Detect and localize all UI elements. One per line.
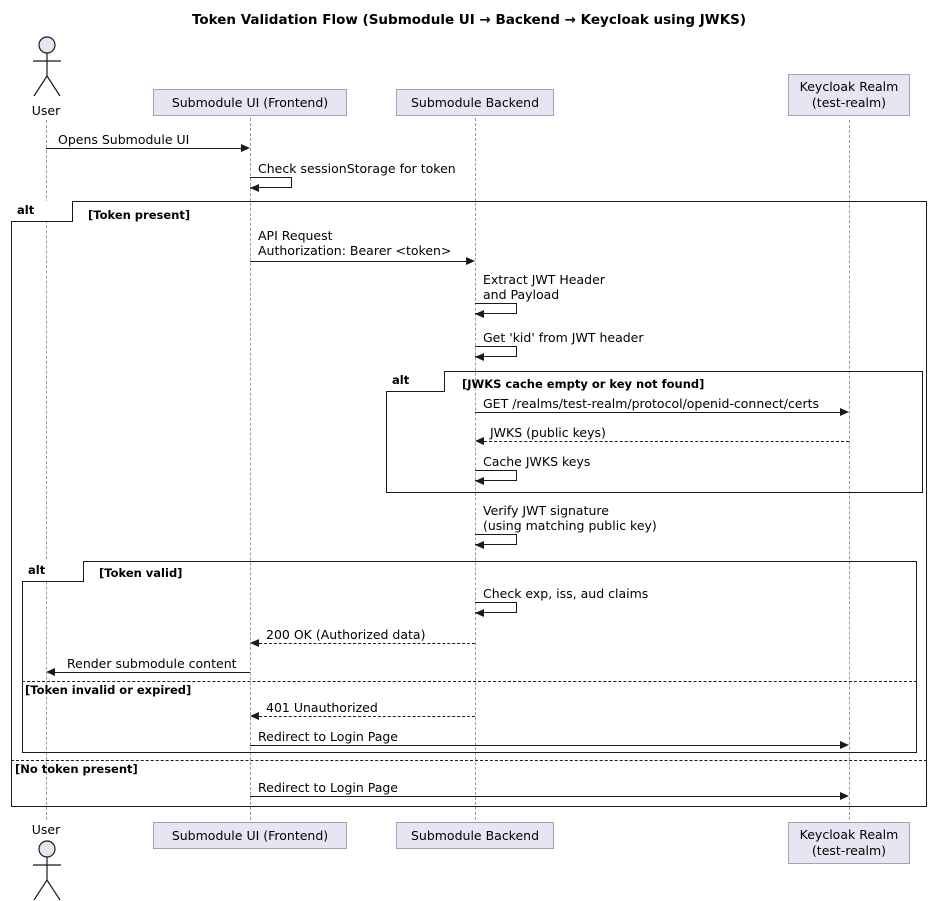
message-label-verify-jwt-line1: Verify JWT signature	[483, 503, 609, 518]
message-label-redirect-login-2: Redirect to Login Page	[258, 780, 399, 795]
fragment-alt-valid-tag	[22, 561, 84, 582]
participant-label-keycloak-bottom-line1: Keycloak Realm	[799, 827, 899, 843]
actor-user-top	[28, 36, 68, 104]
arrow-head-redirect-login-1	[840, 741, 849, 749]
participant-backend-bottom	[396, 822, 554, 849]
fragment-alt-outer-tag	[11, 201, 73, 222]
participant-ui-bottom	[153, 822, 347, 849]
message-label-get-certs: GET /realms/test-realm/protocol/openid-connect/certs	[483, 396, 820, 411]
message-label-jwks-public-keys: JWKS (public keys)	[490, 425, 606, 440]
arrow-head-get-certs	[840, 408, 849, 416]
fragment-alt-outer-condition-1: [Token present]	[88, 208, 191, 222]
arrow-head-api-request	[466, 257, 475, 265]
participant-label-backend-top: Submodule Backend	[410, 94, 540, 110]
fragment-alt-valid-divider	[22, 681, 917, 682]
participant-keycloak-top	[788, 74, 910, 116]
fragment-alt-outer-divider	[11, 760, 927, 761]
message-label-200-ok: 200 OK (Authorized data)	[266, 627, 426, 642]
message-label-render-content: Render submodule content	[67, 656, 237, 671]
message-label-extract-jwt-line2: and Payload	[483, 287, 560, 302]
participant-label-ui-top: Submodule UI (Frontend)	[171, 94, 329, 110]
message-label-cache-jwks: Cache JWKS keys	[483, 454, 591, 469]
message-label-opens-submodule-ui: Opens Submodule UI	[58, 132, 190, 147]
participant-keycloak-bottom	[788, 822, 910, 864]
participant-label-ui-bottom: Submodule UI (Frontend)	[171, 827, 329, 843]
message-label-api-request-line1: API Request	[258, 228, 333, 243]
message-label-verify-jwt-line2: (using matching public key)	[483, 518, 657, 533]
participant-ui-top	[153, 89, 347, 116]
message-label-redirect-login-1: Redirect to Login Page	[258, 729, 399, 744]
fragment-alt-valid-condition-1: [Token valid]	[99, 566, 183, 580]
message-arrow-render-content	[55, 672, 250, 673]
participant-label-keycloak-top-line2: (test-realm)	[811, 95, 887, 110]
message-arrow-opens-submodule-ui	[46, 148, 241, 149]
message-label-extract-jwt-line1: Extract JWT Header	[483, 272, 605, 287]
actor-icon	[28, 36, 68, 100]
message-arrow-get-certs	[475, 412, 840, 413]
message-label-api-request-line2: Authorization: Bearer <token>	[258, 243, 452, 258]
message-label-401-unauthorized: 401 Unauthorized	[266, 700, 378, 715]
fragment-operator-alt-jwks: alt	[392, 373, 410, 387]
message-arrow-redirect-login-1	[250, 745, 840, 746]
participant-backend-top	[396, 89, 554, 116]
participant-label-backend-bottom: Submodule Backend	[410, 827, 540, 843]
arrow-head-redirect-login-2	[840, 792, 849, 800]
arrow-head-extract-jwt	[475, 310, 484, 318]
message-arrow-401-unauthorized	[259, 716, 475, 717]
arrow-head-cache-jwks	[475, 477, 484, 485]
participant-label-user-bottom: User	[31, 822, 61, 837]
diagram-title: Token Validation Flow (Submodule UI → Backend → Keycloak using JWKS)	[191, 12, 747, 28]
arrow-head-jwks-public-keys	[475, 437, 484, 445]
arrow-head-check-session-storage	[250, 184, 259, 192]
arrow-head-opens-submodule-ui	[241, 144, 250, 152]
message-label-get-kid: Get 'kid' from JWT header	[483, 330, 644, 345]
arrow-head-render-content	[46, 668, 55, 676]
fragment-alt-jwks-tag	[386, 371, 445, 392]
arrow-head-200-ok	[250, 639, 259, 647]
message-arrow-redirect-login-2	[250, 796, 840, 797]
fragment-operator-alt-outer: alt	[17, 203, 35, 217]
participant-label-user-top: User	[31, 103, 61, 118]
fragment-alt-jwks-condition-1: [JWKS cache empty or key not found]	[462, 377, 705, 391]
arrow-head-verify-jwt	[475, 541, 484, 549]
participant-label-keycloak-top-line1: Keycloak Realm	[799, 79, 899, 95]
fragment-operator-alt-valid: alt	[28, 563, 46, 577]
actor-user-bottom	[28, 840, 68, 901]
fragment-alt-outer-condition-2: [No token present]	[15, 762, 138, 776]
fragment-alt-valid-condition-2: [Token invalid or expired]	[25, 683, 192, 697]
arrow-head-check-claims	[475, 609, 484, 617]
actor-icon	[28, 840, 68, 901]
participant-label-keycloak-bottom-line2: (test-realm)	[811, 843, 887, 858]
message-arrow-jwks-public-keys	[484, 441, 849, 442]
arrow-head-401-unauthorized	[250, 712, 259, 720]
message-arrow-api-request	[250, 261, 466, 262]
message-label-check-session-storage: Check sessionStorage for token	[258, 161, 456, 176]
message-label-check-claims: Check exp, iss, aud claims	[483, 586, 649, 601]
arrow-head-get-kid	[475, 353, 484, 361]
message-arrow-200-ok	[259, 643, 475, 644]
